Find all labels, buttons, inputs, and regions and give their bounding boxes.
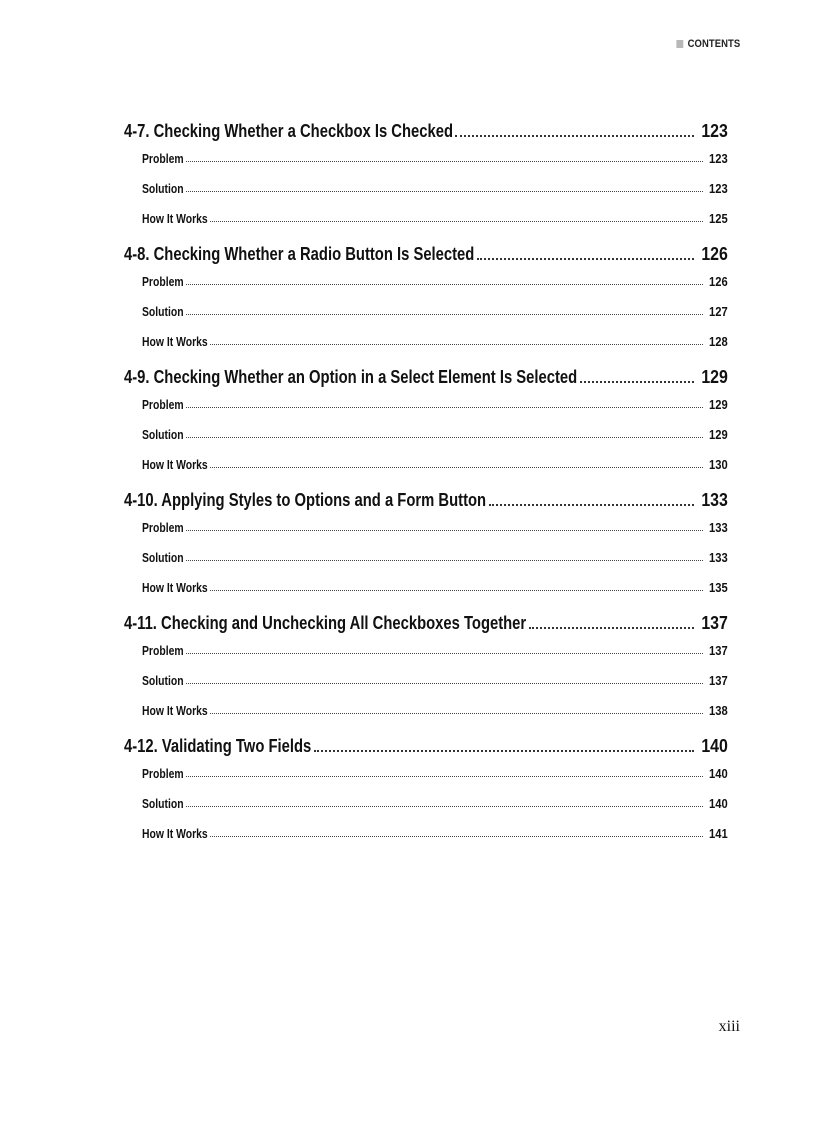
toc-entry[interactable] <box>124 362 728 388</box>
toc-subentry-title: Problem <box>142 520 184 535</box>
dot-leader <box>210 713 703 714</box>
toc-entry[interactable] <box>124 116 728 142</box>
toc-entry-title: 4-8. Checking Whether a Radio Button Is Selected <box>124 243 475 264</box>
toc-subentry-title: How It Works <box>142 334 208 349</box>
page-number: xiii <box>718 1018 740 1035</box>
toc-subentry-page: 125 <box>709 211 728 226</box>
toc-subentry-title: Solution <box>142 181 184 196</box>
toc-subentry-title: How It Works <box>142 703 208 718</box>
toc-subentry[interactable] <box>124 763 728 781</box>
dot-leader <box>186 683 703 684</box>
toc-subentry[interactable] <box>124 670 728 688</box>
toc-subentry-page: 128 <box>709 334 728 349</box>
toc-subentry[interactable] <box>124 394 728 412</box>
toc-subentry-page: 137 <box>709 673 728 688</box>
toc-subentry-page: 135 <box>709 580 728 595</box>
toc-subentry[interactable] <box>124 517 728 535</box>
toc-subentry-page: 123 <box>709 151 728 166</box>
toc-entry-page: 126 <box>701 243 728 264</box>
toc-subentry-title: Solution <box>142 673 184 688</box>
running-header <box>676 38 740 50</box>
toc-subentry-page: 127 <box>709 304 728 319</box>
dot-leader <box>186 284 703 285</box>
toc-entry-page: 133 <box>701 489 728 510</box>
toc-subentry[interactable] <box>124 823 728 841</box>
toc-entry-page: 140 <box>701 735 728 756</box>
toc-subentry[interactable] <box>124 547 728 565</box>
toc-entry-page: 123 <box>701 120 728 141</box>
toc-subentry-title: Solution <box>142 427 184 442</box>
toc-entry[interactable] <box>124 485 728 511</box>
toc-subentry-page: 126 <box>709 274 728 289</box>
toc-subentry[interactable] <box>124 331 728 349</box>
toc-subentry-title: Solution <box>142 550 184 565</box>
dot-leader <box>210 344 703 345</box>
dot-leader <box>186 776 703 777</box>
dot-leader <box>186 161 703 162</box>
toc-subentry-title: Problem <box>142 151 184 166</box>
toc-subentry-title: Problem <box>142 643 184 658</box>
toc-subentry[interactable] <box>124 793 728 811</box>
dot-leader <box>489 504 694 506</box>
toc-subentry-title: How It Works <box>142 826 208 841</box>
toc-subentry-page: 140 <box>709 766 728 781</box>
toc-entry-title: 4-7. Checking Whether a Checkbox Is Checked <box>124 120 453 141</box>
dot-leader <box>210 467 703 468</box>
toc-subentry-page: 140 <box>709 796 728 811</box>
dot-leader <box>210 221 703 222</box>
toc-subentry-page: 137 <box>709 643 728 658</box>
toc-subentry[interactable] <box>124 208 728 226</box>
dot-leader <box>580 381 694 383</box>
toc-subentry-page: 141 <box>709 826 728 841</box>
toc-subentry-page: 129 <box>709 427 728 442</box>
toc-entry-title: 4-10. Applying Styles to Options and a Form Button <box>124 489 487 510</box>
toc-subentry-page: 130 <box>709 457 728 472</box>
toc-entry[interactable] <box>124 608 728 634</box>
dot-leader <box>186 407 703 408</box>
dot-leader <box>186 530 703 531</box>
dot-leader <box>314 750 694 752</box>
toc-entry-title: 4-9. Checking Whether an Option in a Select Element Is Selected <box>124 366 578 387</box>
toc-subentry[interactable] <box>124 640 728 658</box>
toc-subentry[interactable] <box>124 178 728 196</box>
toc-entry[interactable] <box>124 731 728 757</box>
toc-subentry-title: Problem <box>142 766 184 781</box>
toc-entry-page: 129 <box>701 366 728 387</box>
dot-leader <box>186 314 703 315</box>
toc-subentry-title: Solution <box>142 796 184 811</box>
toc-subentry-page: 133 <box>709 550 728 565</box>
toc-subentry[interactable] <box>124 271 728 289</box>
toc-subentry-page: 123 <box>709 181 728 196</box>
toc-subentry-page: 129 <box>709 397 728 412</box>
toc-subentry-title: Problem <box>142 397 184 412</box>
dot-leader <box>210 590 703 591</box>
dot-leader <box>186 653 703 654</box>
dot-leader <box>477 258 694 260</box>
toc-subentry-page: 133 <box>709 520 728 535</box>
toc-subentry[interactable] <box>124 148 728 166</box>
dot-leader <box>186 560 703 561</box>
toc-entry-page: 137 <box>701 612 728 633</box>
dot-leader <box>186 806 703 807</box>
toc-subentry-page: 138 <box>709 703 728 718</box>
toc-entry-title: 4-12. Validating Two Fields <box>124 735 312 756</box>
dot-leader <box>210 836 703 837</box>
toc-subentry-title: Solution <box>142 304 184 319</box>
header-square-icon <box>676 40 683 48</box>
toc-subentry-title: How It Works <box>142 580 208 595</box>
toc-subentry-title: How It Works <box>142 211 208 226</box>
header-label: CONTENTS <box>687 38 740 50</box>
toc-subentry[interactable] <box>124 577 728 595</box>
toc-subentry-title: Problem <box>142 274 184 289</box>
dot-leader <box>529 627 694 629</box>
toc-subentry[interactable] <box>124 454 728 472</box>
toc-subentry[interactable] <box>124 424 728 442</box>
toc-entry[interactable] <box>124 239 728 265</box>
toc-subentry[interactable] <box>124 700 728 718</box>
dot-leader <box>186 437 703 438</box>
dot-leader <box>186 191 703 192</box>
toc-subentry[interactable] <box>124 301 728 319</box>
dot-leader <box>455 135 694 137</box>
toc-subentry-title: How It Works <box>142 457 208 472</box>
toc-entry-title: 4-11. Checking and Unchecking All Checkboxes Together <box>124 612 527 633</box>
